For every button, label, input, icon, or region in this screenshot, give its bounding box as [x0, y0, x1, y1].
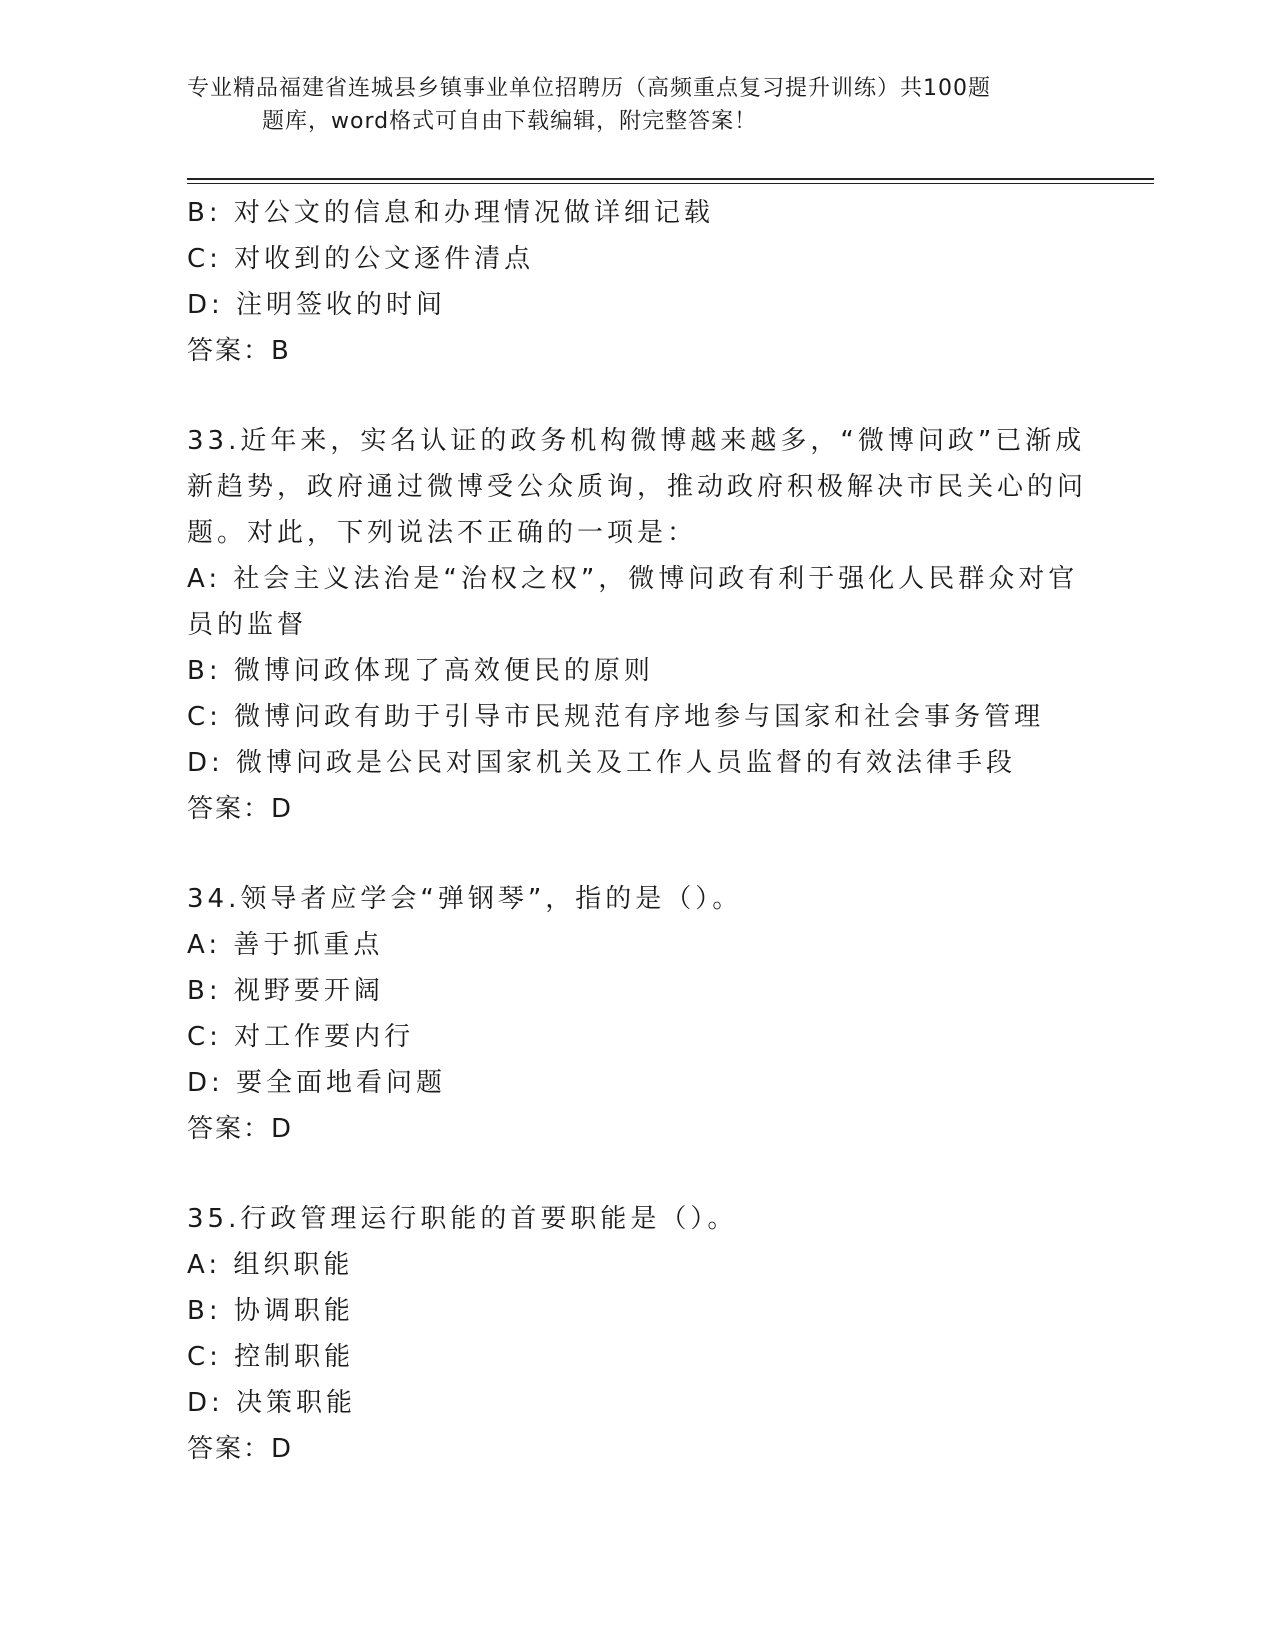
question-block-33: [187, 418, 1087, 832]
question-stem-cont: 新趋势，政府通过微博受公众质询，推动政府积极解决市民关心的问: [187, 472, 1088, 502]
option-c: C: 微博问政有助于引导市民规范有序地参与国家和社会事务管理: [187, 702, 1045, 732]
option-c: C: 控制职能: [187, 1342, 355, 1372]
spacer: [187, 832, 1087, 876]
spacer: [187, 1152, 1087, 1196]
question-stem: 35.行政管理运行职能的首要职能是（）。: [187, 1204, 738, 1234]
question-stem-cont: 题。对此，下列说法不正确的一项是：: [187, 518, 698, 548]
answer: 答案：D: [187, 1434, 294, 1464]
option-b: B: 微博问政体现了高效便民的原则: [187, 656, 654, 686]
option-a: A: 组织职能: [187, 1250, 354, 1280]
option-a: A: 善于抓重点: [187, 930, 384, 960]
option-a: A: 社会主义法治是“治权之权”，微博问政有利于强化人民群众对官: [187, 564, 1079, 594]
option-b: B: 视野要开阔: [187, 976, 384, 1006]
question-stem: 34.领导者应学会“弹钢琴”，指的是（）。: [187, 884, 743, 914]
option-d: D: 微博问政是公民对国家机关及工作人员监督的有效法律手段: [187, 748, 1017, 778]
question-list: [187, 190, 1087, 1472]
option-d: D: 决策职能: [187, 1388, 357, 1418]
header-rule-thick: [187, 178, 1154, 180]
question-block-35: [187, 1196, 1087, 1472]
answer: 答案：D: [187, 1114, 294, 1144]
option-c: C: 对收到的公文逐件清点: [187, 244, 535, 274]
document-header: [187, 72, 1067, 138]
spacer: [187, 374, 1087, 418]
question-block-32: [187, 190, 1087, 374]
answer: 答案：D: [187, 794, 294, 824]
question-block-34: [187, 876, 1087, 1152]
option-b: B: 协调职能: [187, 1296, 354, 1326]
option-d: D: 要全面地看问题: [187, 1068, 447, 1098]
header-title-line2: 题库，word格式可自由下载编辑，附完整答案！: [262, 109, 758, 134]
header-rule-thin: [187, 183, 1154, 184]
option-b: B: 对公文的信息和办理情况做详细记载: [187, 198, 714, 228]
option-d: D: 注明签收的时间: [187, 290, 447, 320]
header-title-line1: 专业精品福建省连城县乡镇事业单位招聘历（高频重点复习提升训练）共100题: [187, 76, 991, 101]
question-stem: 33.近年来，实名认证的政务机构微博越来越多，“微博问政”已渐成: [187, 426, 1086, 456]
option-c: C: 对工作要内行: [187, 1022, 415, 1052]
answer: 答案：B: [187, 336, 291, 366]
option-a-cont: 员的监督: [187, 610, 308, 640]
